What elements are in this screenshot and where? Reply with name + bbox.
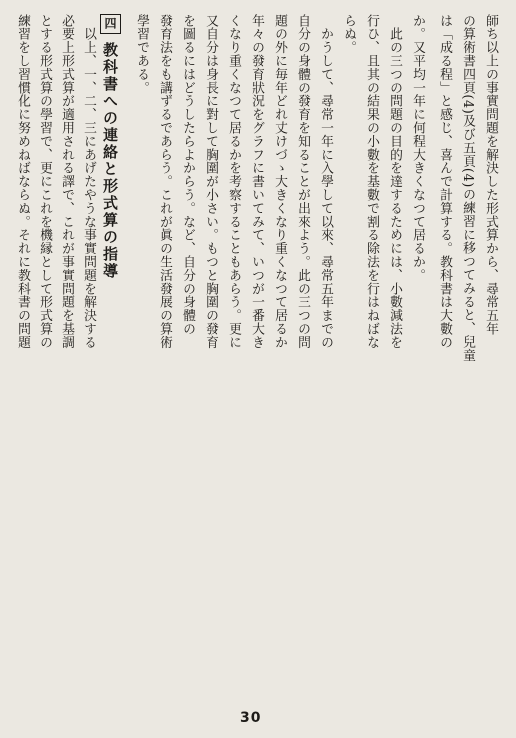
text-line: らぬ。 <box>341 14 356 55</box>
text-line: とする形式算の學習で、更にこれを機縁として形式算の <box>37 14 52 349</box>
text-line: 師ち以上の事實問題を解決した形式算から、尋常五年 <box>483 14 498 336</box>
text-line: 練習をし習慣化に努めねばならぬ。それに教科書の問題 <box>15 14 30 349</box>
text-line: は「成る程」と感じ、喜んで計算する。教科書は大數の <box>437 14 452 349</box>
text-line: 此の三つの問題の目的を達するためには、小數減法を <box>387 14 402 349</box>
text-line: を圖るにはどうしたらよからう。など、自分の身體の <box>180 14 195 336</box>
text-line: 題の外に毎年どれ丈けづゝ大きくなり重くなつて居るか <box>272 14 287 349</box>
text-line: 必要上形式算が適用される譯で、これが事實問題を基調 <box>59 14 74 349</box>
text-line: 以上、一、二、三にあげたやうな事實問題を解決する <box>81 14 96 349</box>
section-heading <box>100 14 121 280</box>
section-title: 教科書への連絡と形式算の指導 <box>101 42 119 280</box>
text-line: の算術書四頁(4)及び五頁(4)の練習に移つてみると、兒童 <box>460 14 475 363</box>
text-line: くなり重くなつて居るかを考察することもあらう。更に <box>226 14 241 349</box>
text-line: 自分の身體の發育を知ることが出來よう。此の三つの問 <box>295 14 310 349</box>
text-line: 發育法をも講ずるであらう。これが眞の生活發展の算術 <box>157 14 172 349</box>
text-line: か。又平均一年に何程大きくなつて居るか。 <box>410 14 425 282</box>
text-line: 又自分は身長に對して胸圍が小さい。もつと胸圍の發育 <box>203 14 218 349</box>
text-line <box>478 372 502 387</box>
text-line: 年々の發育狀況をグラフに書いてみて、いつが一番大き <box>249 14 264 349</box>
section-number: 四 <box>100 14 121 34</box>
text-line: 行ひ、且其の結果の小數を基數で割る除法を行はねばな <box>364 14 379 349</box>
text-line: かうして、尋常一年に入學して以來、尋常五年までの <box>318 14 333 349</box>
text-line: 學習である。 <box>134 14 149 95</box>
page-number: 30 <box>240 710 262 726</box>
